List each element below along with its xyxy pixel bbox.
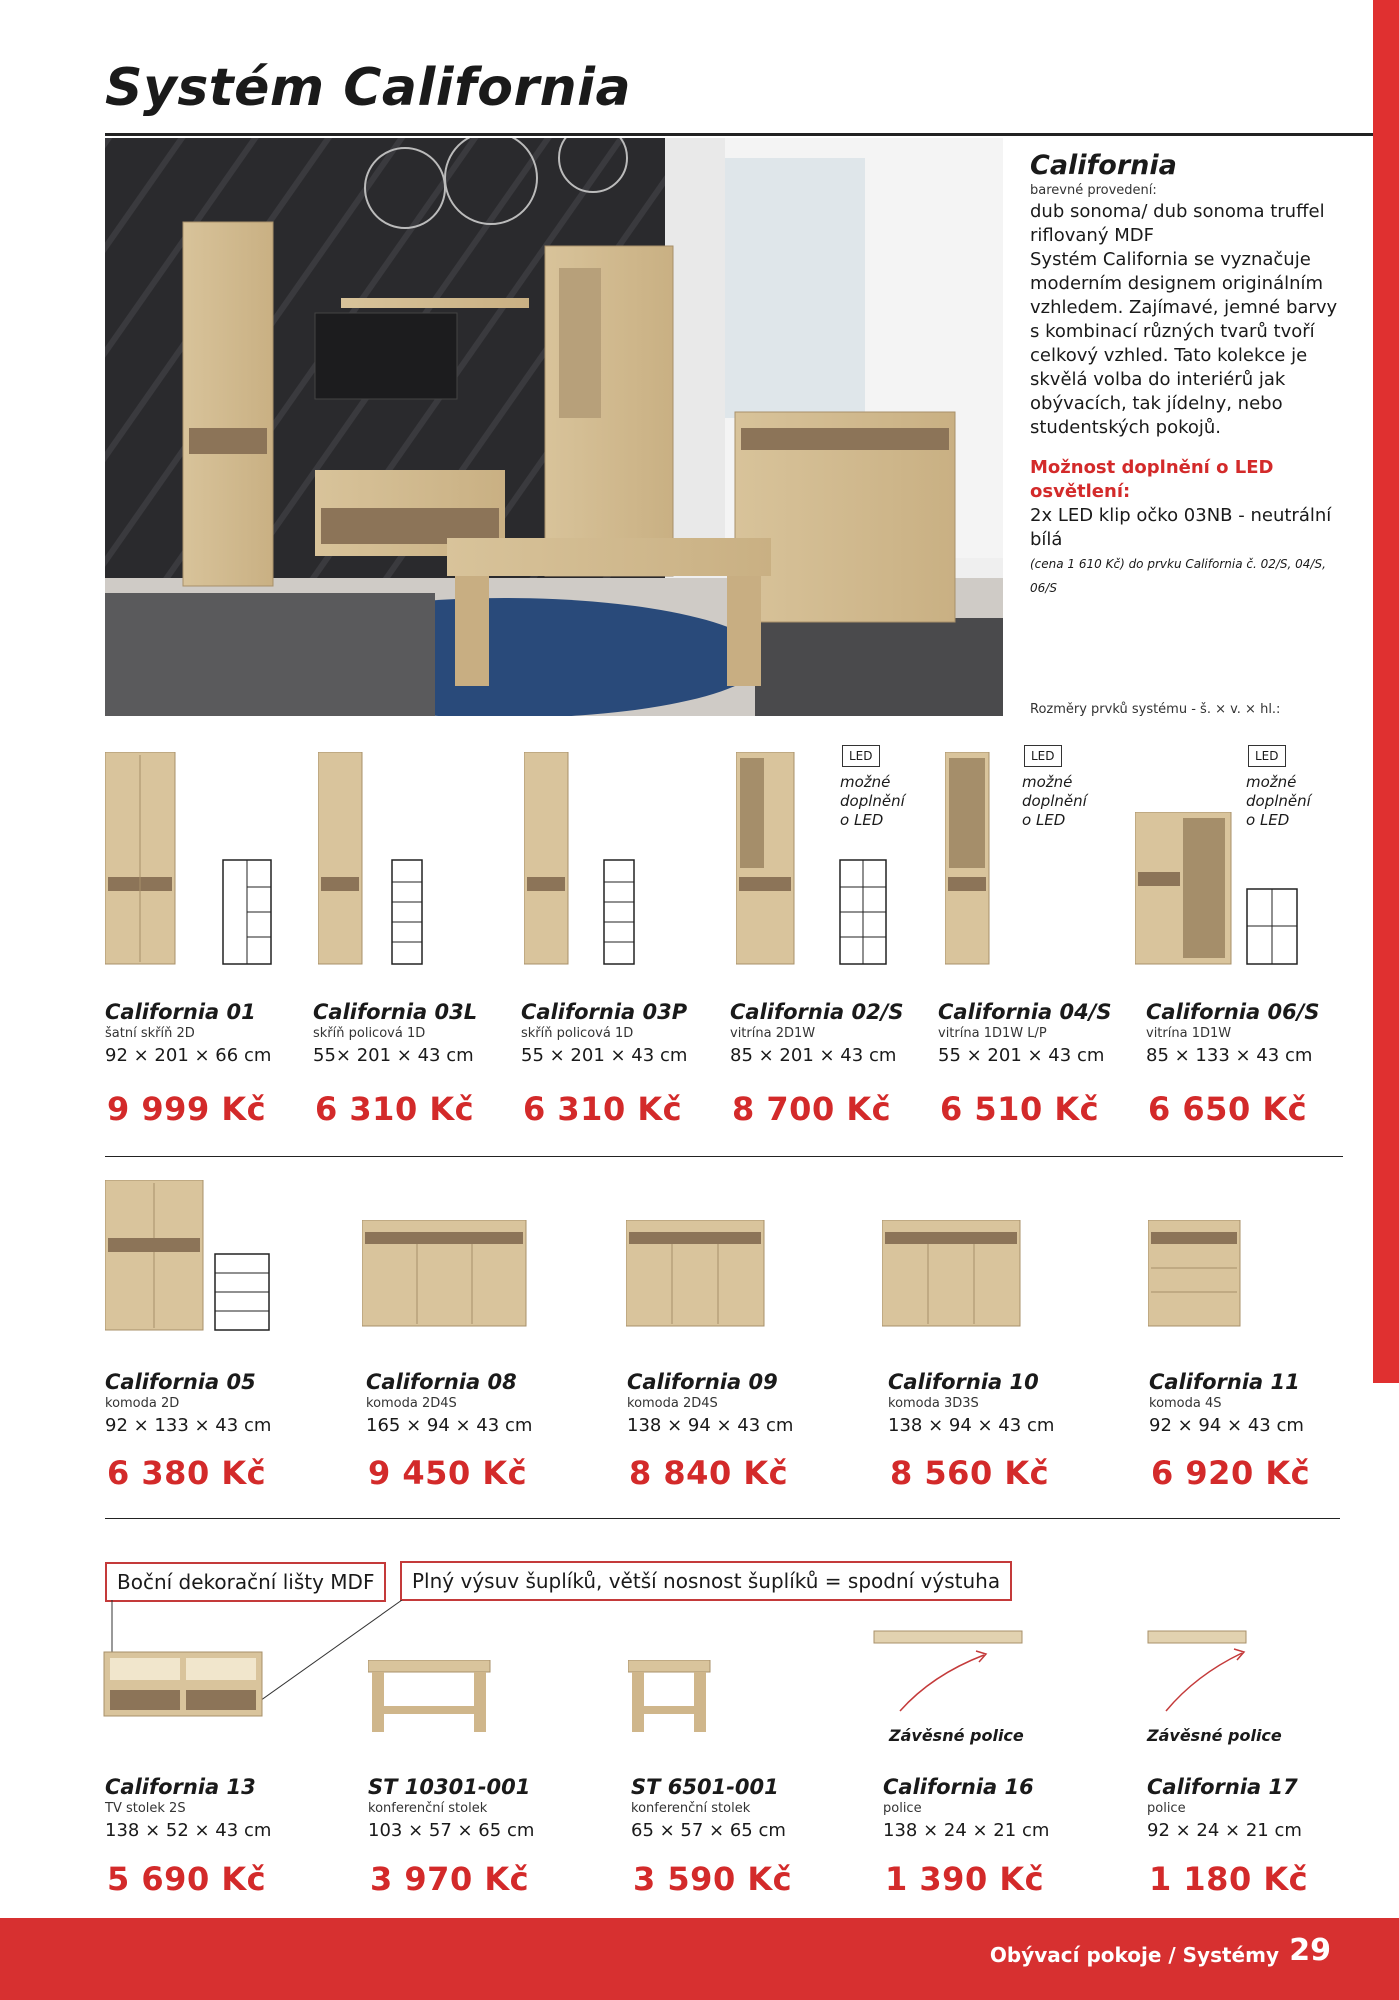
side-accent-bar — [1373, 0, 1399, 1383]
led-badge: LED — [842, 745, 880, 767]
collection-description — [1030, 150, 1350, 600]
led-note: možné doplnění o LED — [1246, 773, 1311, 829]
hero-room-photo — [105, 138, 1003, 716]
product-image-california-06s — [1135, 812, 1305, 967]
page-title: Systém California — [105, 58, 632, 118]
led-heading: Možnost doplnění o LED osvětlení: — [1030, 457, 1274, 502]
product-card: California 03L skříň policová 1D 55× 201 × 43 cm — [313, 1000, 478, 1066]
product-card: California 17 police 92 × 24 × 21 cm — [1147, 1775, 1302, 1841]
led-price-note: (cena 1 610 Kč) do prvku California č. 02/S, 04/S, 06/S — [1030, 557, 1326, 595]
callout-full-extension: Plný výsuv šuplíků, větší nosnost šuplíků = spodní výstuha — [400, 1561, 1012, 1601]
product-price: 6 510 Kč — [940, 1090, 1100, 1128]
product-price: 9 999 Kč — [107, 1090, 267, 1128]
hanging-shelves-label: Závěsné police — [889, 1726, 1024, 1745]
collection-name: California — [1030, 150, 1177, 181]
product-price: 6 310 Kč — [315, 1090, 475, 1128]
product-price: 3 590 Kč — [633, 1860, 793, 1898]
product-card: California 10 komoda 3D3S 138 × 94 × 43 cm — [888, 1370, 1055, 1436]
product-image-california-03l — [318, 752, 438, 967]
hanging-shelves-label: Závěsné police — [1147, 1726, 1282, 1745]
product-card: California 03P skříň policová 1D 55 × 201 × 43 cm — [521, 1000, 688, 1066]
product-image-california-08 — [362, 1220, 527, 1330]
description-text: Systém California se vyznačuje moderním designem originálním vzhledem. Zajímavé, jemné barvy s kombinací různých tvarů tvoří celkový vzhled. Tato kolekce je skvělá volba do interiérů jak obývacích, tak jídelny, nebo studentských pokojů. — [1030, 249, 1338, 438]
product-price: 3 970 Kč — [370, 1860, 530, 1898]
footer-section-label: Obývací pokoje / Systémy — [989, 1943, 1279, 1967]
product-price: 1 180 Kč — [1149, 1860, 1309, 1898]
product-price: 6 380 Kč — [107, 1454, 267, 1492]
product-card: California 06/S vitrína 1D1W 85 × 133 × 43 cm — [1146, 1000, 1320, 1066]
product-price: 5 690 Kč — [107, 1860, 267, 1898]
product-price: 6 650 Kč — [1148, 1090, 1308, 1128]
color-value: dub sonoma/ dub sonoma truffel riflovaný MDF — [1030, 201, 1325, 246]
product-image-california-04s — [945, 752, 1005, 967]
product-card: California 08 komoda 2D4S 165 × 94 × 43 cm — [366, 1370, 533, 1436]
product-image-california-11 — [1148, 1220, 1243, 1330]
product-card: California 05 komoda 2D 92 × 133 × 43 cm — [105, 1370, 272, 1436]
product-card: California 04/S vitrína 1D1W L/P 55 × 201 × 43 cm — [938, 1000, 1112, 1066]
product-image-st-10301-001 — [368, 1660, 493, 1735]
product-price: 8 840 Kč — [629, 1454, 789, 1492]
product-card: California 11 komoda 4S 92 × 94 × 43 cm — [1149, 1370, 1304, 1436]
product-image-california-10 — [882, 1220, 1022, 1330]
product-image-california-05 — [105, 1180, 285, 1335]
product-price: 8 560 Kč — [890, 1454, 1050, 1492]
led-badge: LED — [1024, 745, 1062, 767]
section-divider — [105, 1518, 1340, 1519]
led-text: 2x LED klip očko 03NB - neutrální bílá — [1030, 505, 1332, 550]
product-image-california-09 — [626, 1220, 766, 1330]
product-image-california-03p — [524, 752, 644, 967]
page-number: 29 — [1289, 1933, 1331, 1968]
product-price: 1 390 Kč — [885, 1860, 1045, 1898]
product-card: California 16 police 138 × 24 × 21 cm — [883, 1775, 1050, 1841]
product-image-california-16 — [872, 1625, 1032, 1715]
product-price: 9 450 Kč — [368, 1454, 528, 1492]
product-card: California 01 šatní skříň 2D 92 × 201 × 66 cm — [105, 1000, 272, 1066]
product-card: California 09 komoda 2D4S 138 × 94 × 43 cm — [627, 1370, 794, 1436]
product-image-california-17 — [1146, 1625, 1276, 1715]
led-badge: LED — [1248, 745, 1286, 767]
section-divider — [105, 1156, 1343, 1157]
led-note: možné doplnění o LED — [840, 773, 905, 829]
product-image-st-6501-001 — [628, 1660, 713, 1735]
product-price: 6 920 Kč — [1151, 1454, 1311, 1492]
title-divider — [105, 133, 1373, 136]
product-card: California 02/S vitrína 2D1W 85 × 201 × 43 cm — [730, 1000, 904, 1066]
product-card: ST 6501-001 konferenční stolek 65 × 57 × 65 cm — [631, 1775, 786, 1841]
product-card: ST 10301-001 konferenční stolek 103 × 57 × 65 cm — [368, 1775, 535, 1841]
product-image-california-01 — [105, 752, 285, 967]
callout-side-trims: Boční dekorační lišty MDF — [105, 1562, 386, 1602]
product-card: California 13 TV stolek 2S 138 × 52 × 43 cm — [105, 1775, 272, 1841]
product-price: 8 700 Kč — [732, 1090, 892, 1128]
dimensions-note: Rozměry prvků systému - š. × v. × hl.: — [1030, 702, 1281, 717]
led-note: možné doplnění o LED — [1022, 773, 1087, 829]
color-label: barevné provedení: — [1030, 183, 1157, 198]
product-price: 6 310 Kč — [523, 1090, 683, 1128]
